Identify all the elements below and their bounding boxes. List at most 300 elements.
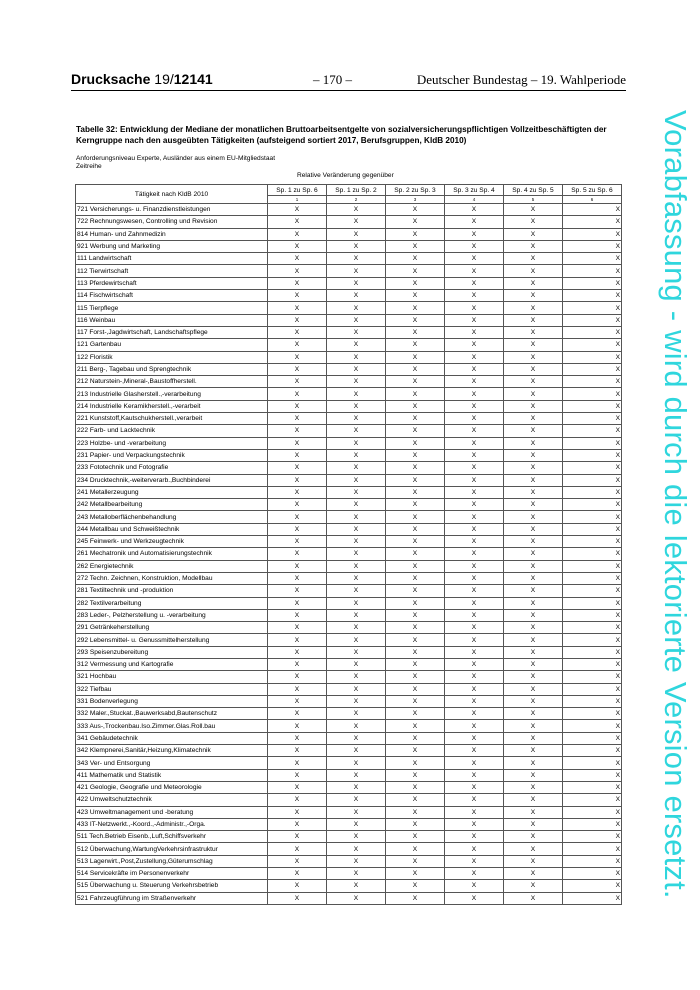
table-cell: X <box>504 265 563 277</box>
document-type: Drucksache <box>71 71 151 87</box>
table-cell: X <box>563 302 622 314</box>
table-cell: X <box>386 499 445 511</box>
column-header: Sp. 1 zu Sp. 6 <box>268 185 327 196</box>
table-cell: X <box>504 769 563 781</box>
table-cell: X <box>268 548 327 560</box>
table-cell: X <box>386 818 445 830</box>
occupation-name: 291 Getränkeherstellung <box>76 622 268 634</box>
table-cell: X <box>386 228 445 240</box>
table-cell: X <box>445 732 504 744</box>
table-cell: X <box>327 892 386 904</box>
table-cell: X <box>268 314 327 326</box>
occupation-name: 214 Industrielle Keramikherstell.,-verarbeit <box>76 400 268 412</box>
table-row <box>76 794 622 806</box>
table-cell: X <box>445 425 504 437</box>
table-cell: X <box>563 290 622 302</box>
table-cell: X <box>445 658 504 670</box>
occupation-name: 212 Naturstein-,Mineral-,Baustoffherstell. <box>76 376 268 388</box>
table-cell: X <box>563 326 622 338</box>
table-cell: X <box>327 240 386 252</box>
table-cell: X <box>386 794 445 806</box>
occupation-name: 423 Umweltmanagement und -beratung <box>76 806 268 818</box>
table-cell: X <box>445 572 504 584</box>
table-cell: X <box>268 880 327 892</box>
table-cell: X <box>445 326 504 338</box>
table-cell: X <box>268 671 327 683</box>
occupation-name: 222 Farb- und Lacktechnik <box>76 425 268 437</box>
table-cell: X <box>445 499 504 511</box>
table-cell: X <box>386 572 445 584</box>
table-cell: X <box>327 277 386 289</box>
table-cell: X <box>386 732 445 744</box>
table-cell: X <box>445 437 504 449</box>
table-cell: X <box>327 671 386 683</box>
table-cell: X <box>327 806 386 818</box>
page-header <box>71 71 626 87</box>
table-row <box>76 536 622 548</box>
table-cell: X <box>327 732 386 744</box>
occupation-name: 521 Fahrzeugführung im Straßenverkehr <box>76 892 268 904</box>
table-cell: X <box>386 376 445 388</box>
table-cell: X <box>504 880 563 892</box>
table-row <box>76 253 622 265</box>
table-cell: X <box>386 437 445 449</box>
table-cell: X <box>445 339 504 351</box>
table-cell: X <box>268 437 327 449</box>
table-row <box>76 265 622 277</box>
table-cell: X <box>445 290 504 302</box>
table-cell: X <box>386 339 445 351</box>
table-cell: X <box>504 449 563 461</box>
document-label <box>71 71 213 87</box>
table-cell: X <box>386 400 445 412</box>
table-row <box>76 745 622 757</box>
table-cell: X <box>327 437 386 449</box>
table-cell: X <box>327 855 386 867</box>
table-row <box>76 831 622 843</box>
table-cell: X <box>386 843 445 855</box>
table-row <box>76 363 622 375</box>
table-cell: X <box>445 671 504 683</box>
table-row <box>76 868 622 880</box>
table-cell: X <box>327 572 386 584</box>
table-cell: X <box>268 376 327 388</box>
table-cell: X <box>445 277 504 289</box>
table-cell: X <box>327 880 386 892</box>
table-cell: X <box>563 880 622 892</box>
table-cell: X <box>268 745 327 757</box>
table-cell: X <box>327 708 386 720</box>
table-cell: X <box>563 831 622 843</box>
table-cell: X <box>504 622 563 634</box>
table-cell: X <box>445 683 504 695</box>
table-cell: X <box>268 449 327 461</box>
table-cell: X <box>268 732 327 744</box>
table-row <box>76 437 622 449</box>
occupation-name: 231 Papier- und Verpackungstechnik <box>76 449 268 461</box>
occupation-name: 121 Gartenbau <box>76 339 268 351</box>
table-cell: X <box>563 376 622 388</box>
occupation-name: 223 Holzbe- und -verarbeitung <box>76 437 268 449</box>
table-cell: X <box>327 216 386 228</box>
table-row <box>76 695 622 707</box>
table-cell: X <box>327 683 386 695</box>
table-row <box>76 806 622 818</box>
table-cell: X <box>327 794 386 806</box>
table-cell: X <box>327 351 386 363</box>
table-cell: X <box>445 388 504 400</box>
occupation-name: 814 Human- und Zahnmedizin <box>76 228 268 240</box>
table-cell: X <box>268 634 327 646</box>
table-row <box>76 326 622 338</box>
table-cell: X <box>386 892 445 904</box>
table-cell: X <box>563 449 622 461</box>
table-cell: X <box>563 314 622 326</box>
table-cell: X <box>386 277 445 289</box>
table-cell: X <box>563 400 622 412</box>
table-cell: X <box>327 818 386 830</box>
table-cell: X <box>445 868 504 880</box>
table-cell: X <box>327 868 386 880</box>
table-cell: X <box>386 646 445 658</box>
table-cell: X <box>563 523 622 535</box>
table-cell: X <box>327 769 386 781</box>
document-number-prefix: 19/ <box>154 71 174 87</box>
occupation-name: 515 Überwachung u. Steuerung Verkehrsbetrieb <box>76 880 268 892</box>
draft-watermark: Vorabfassung - wird durch die lektorierte Version ersetzt. <box>658 110 693 899</box>
table-cell: X <box>386 683 445 695</box>
table-row <box>76 204 622 216</box>
occupation-name: 261 Mechatronik und Automatisierungstechnik <box>76 548 268 560</box>
table-cell: X <box>327 449 386 461</box>
table-cell: X <box>445 757 504 769</box>
table-cell: X <box>268 228 327 240</box>
table-cell: X <box>386 560 445 572</box>
table-cell: X <box>268 363 327 375</box>
table-cell: X <box>563 806 622 818</box>
table-cell: X <box>445 462 504 474</box>
table-row <box>76 683 622 695</box>
table-cell: X <box>563 253 622 265</box>
occupation-name: 244 Metallbau und Schweißtechnik <box>76 523 268 535</box>
table-cell: X <box>386 363 445 375</box>
occupation-name: 342 Klempnerei,Sanitär,Heizung,Klimatechnik <box>76 745 268 757</box>
table-row <box>76 855 622 867</box>
table-cell: X <box>504 326 563 338</box>
table-cell: X <box>504 314 563 326</box>
table-cell: X <box>504 400 563 412</box>
table-cell: X <box>327 720 386 732</box>
table-cell: X <box>268 868 327 880</box>
table-row <box>76 400 622 412</box>
table-row <box>76 351 622 363</box>
table-row <box>76 474 622 486</box>
table-cell: X <box>327 326 386 338</box>
table-cell: X <box>563 548 622 560</box>
table-cell: X <box>327 486 386 498</box>
table-row <box>76 339 622 351</box>
table-cell: X <box>327 831 386 843</box>
occupation-name: 116 Weinbau <box>76 314 268 326</box>
table-cell: X <box>327 658 386 670</box>
occupation-name: 213 Industrielle Glasherstell.,-verarbeitung <box>76 388 268 400</box>
table-cell: X <box>268 413 327 425</box>
table-cell: X <box>563 536 622 548</box>
table-row <box>76 634 622 646</box>
column-header: Sp. 2 zu Sp. 3 <box>386 185 445 196</box>
table-cell: X <box>504 290 563 302</box>
table-cell: X <box>504 339 563 351</box>
table-cell: X <box>504 708 563 720</box>
table-row <box>76 769 622 781</box>
table-cell: X <box>504 597 563 609</box>
table-row <box>76 425 622 437</box>
table-cell: X <box>504 757 563 769</box>
table-cell: X <box>504 363 563 375</box>
table-cell: X <box>563 683 622 695</box>
table-cell: X <box>327 609 386 621</box>
table-cell: X <box>386 548 445 560</box>
table-cell: X <box>268 831 327 843</box>
table-cell: X <box>504 843 563 855</box>
table-cell: X <box>563 486 622 498</box>
table-cell: X <box>386 868 445 880</box>
table-cell: X <box>504 462 563 474</box>
table-cell: X <box>445 745 504 757</box>
table-cell: X <box>445 585 504 597</box>
table-cell: X <box>268 216 327 228</box>
table-row <box>76 302 622 314</box>
table-cell: X <box>563 745 622 757</box>
table-subtitle-level: Anforderungsniveau Experte, Ausländer aus einem EU-Mitgliedstaat <box>76 155 276 162</box>
table-cell: X <box>268 388 327 400</box>
row-header: Tätigkeit nach KldB 2010 <box>76 185 268 204</box>
table-cell: X <box>268 622 327 634</box>
table-body <box>76 204 622 905</box>
table-cell: X <box>563 892 622 904</box>
table-cell: X <box>504 892 563 904</box>
table-cell: X <box>327 757 386 769</box>
table-cell: X <box>386 425 445 437</box>
occupation-name: 282 Textilverarbeitung <box>76 597 268 609</box>
table-cell: X <box>504 536 563 548</box>
table-cell: X <box>327 363 386 375</box>
table-cell: X <box>327 462 386 474</box>
table-cell: X <box>563 622 622 634</box>
table-row <box>76 548 622 560</box>
occupation-name: 234 Drucktechnik,-weiterverarb.,Buchbinderei <box>76 474 268 486</box>
table-cell: X <box>504 351 563 363</box>
table-cell: X <box>504 646 563 658</box>
table-cell: X <box>563 204 622 216</box>
page-number: – 170 – <box>313 72 352 87</box>
table-cell: X <box>504 499 563 511</box>
table-cell: X <box>445 536 504 548</box>
column-index: 3 <box>386 196 445 204</box>
table-cell: X <box>327 339 386 351</box>
table-cell: X <box>504 474 563 486</box>
table-cell: X <box>445 781 504 793</box>
table-cell: X <box>504 855 563 867</box>
table-cell: X <box>563 732 622 744</box>
table-cell: X <box>504 216 563 228</box>
table-cell: X <box>327 388 386 400</box>
table-cell: X <box>268 474 327 486</box>
table-cell: X <box>268 425 327 437</box>
table-row <box>76 781 622 793</box>
table-cell: X <box>268 806 327 818</box>
table-cell: X <box>386 290 445 302</box>
occupation-name: 233 Fototechnik und Fotografie <box>76 462 268 474</box>
table-cell: X <box>268 560 327 572</box>
table-row <box>76 708 622 720</box>
table-cell: X <box>327 622 386 634</box>
table-cell: X <box>445 314 504 326</box>
table-cell: X <box>563 757 622 769</box>
table-cell: X <box>327 560 386 572</box>
table-row <box>76 228 622 240</box>
document-number <box>154 71 212 87</box>
table-cell: X <box>268 302 327 314</box>
table-cell: X <box>268 683 327 695</box>
table-cell: X <box>504 831 563 843</box>
table-cell: X <box>386 634 445 646</box>
table-cell: X <box>563 585 622 597</box>
table-row <box>76 892 622 904</box>
table-cell: X <box>445 597 504 609</box>
table-cell: X <box>268 658 327 670</box>
table-cell: X <box>445 400 504 412</box>
table-cell: X <box>386 769 445 781</box>
column-header: Sp. 5 zu Sp. 6 <box>563 185 622 196</box>
table-cell: X <box>327 843 386 855</box>
table-cell: X <box>563 572 622 584</box>
table-cell: X <box>386 388 445 400</box>
table-cell: X <box>504 388 563 400</box>
occupation-name: 433 IT-Netzwerkt.,-Koord.,-Administr.,-Orga. <box>76 818 268 830</box>
table-cell: X <box>563 462 622 474</box>
table-cell: X <box>268 351 327 363</box>
table-cell: X <box>386 658 445 670</box>
table-cell: X <box>386 449 445 461</box>
occupation-name: 281 Textiltechnik und -produktion <box>76 585 268 597</box>
occupation-name: 283 Leder-, Pelzherstellung u. -verarbeitung <box>76 609 268 621</box>
table-cell: X <box>386 240 445 252</box>
occupation-name: 312 Vermessung und Kartografie <box>76 658 268 670</box>
table-cell: X <box>445 818 504 830</box>
table-cell: X <box>445 720 504 732</box>
table-cell: X <box>268 794 327 806</box>
occupation-name: 512 Überwachung,WartungVerkehrsinfrastruktur <box>76 843 268 855</box>
table-cell: X <box>445 892 504 904</box>
table-cell: X <box>504 560 563 572</box>
table-cell: X <box>386 855 445 867</box>
table-cell: X <box>386 671 445 683</box>
table-cell: X <box>268 486 327 498</box>
table-cell: X <box>268 277 327 289</box>
table-cell: X <box>386 757 445 769</box>
occupation-name: 241 Metallerzeugung <box>76 486 268 498</box>
occupation-name: 262 Energietechnik <box>76 560 268 572</box>
table-row <box>76 671 622 683</box>
table-cell: X <box>445 363 504 375</box>
table-cell: X <box>327 646 386 658</box>
table-cell: X <box>563 265 622 277</box>
table-cell: X <box>268 720 327 732</box>
table-cell: X <box>445 548 504 560</box>
table-cell: X <box>504 523 563 535</box>
table-cell: X <box>504 732 563 744</box>
table-cell: X <box>386 265 445 277</box>
table-cell: X <box>268 708 327 720</box>
table-cell: X <box>504 511 563 523</box>
table-cell: X <box>504 572 563 584</box>
occupation-name: 243 Metalloberflächenbehandlung <box>76 511 268 523</box>
occupation-name: 333 Aus-,Trockenbau.Iso.Zimmer.Glas.Roll.bau <box>76 720 268 732</box>
table-cell: X <box>386 462 445 474</box>
table-row <box>76 277 622 289</box>
table-cell: X <box>327 511 386 523</box>
table-cell: X <box>563 277 622 289</box>
table-cell: X <box>268 339 327 351</box>
table-cell: X <box>563 843 622 855</box>
table-row <box>76 216 622 228</box>
table-cell: X <box>445 474 504 486</box>
table-cell: X <box>504 671 563 683</box>
table-cell: X <box>445 855 504 867</box>
table-cell: X <box>563 868 622 880</box>
table-cell: X <box>327 204 386 216</box>
table-cell: X <box>563 609 622 621</box>
table-row <box>76 523 622 535</box>
table-cell: X <box>563 437 622 449</box>
table-cell: X <box>386 609 445 621</box>
table-cell: X <box>327 228 386 240</box>
occupation-name: 114 Fischwirtschaft <box>76 290 268 302</box>
table-cell: X <box>386 486 445 498</box>
table-cell: X <box>445 351 504 363</box>
occupation-name: 272 Techn. Zeichnen, Konstruktion, Modellbau <box>76 572 268 584</box>
table-cell: X <box>563 474 622 486</box>
table-cell: X <box>268 204 327 216</box>
table-cell: X <box>445 831 504 843</box>
table-cell: X <box>327 536 386 548</box>
parliament-label: Deutscher Bundestag – 19. Wahlperiode <box>416 72 626 87</box>
occupation-name: 921 Werbung und Marketing <box>76 240 268 252</box>
table-cell: X <box>445 216 504 228</box>
table-cell: X <box>386 474 445 486</box>
table-cell: X <box>268 536 327 548</box>
table-cell: X <box>504 634 563 646</box>
table-cell: X <box>386 302 445 314</box>
table-cell: X <box>268 511 327 523</box>
table-cell: X <box>327 253 386 265</box>
table-cell: X <box>327 302 386 314</box>
table-cell: X <box>504 794 563 806</box>
table-cell: X <box>268 326 327 338</box>
table-cell: X <box>504 413 563 425</box>
table-cell: X <box>563 363 622 375</box>
table-row <box>76 486 622 498</box>
table-row <box>76 658 622 670</box>
occupation-name: 411 Mathematik und Statistik <box>76 769 268 781</box>
column-index: 5 <box>504 196 563 204</box>
table-row <box>76 646 622 658</box>
table-cell: X <box>327 265 386 277</box>
table-cell: X <box>268 597 327 609</box>
table-cell: X <box>504 302 563 314</box>
table-cell: X <box>386 204 445 216</box>
